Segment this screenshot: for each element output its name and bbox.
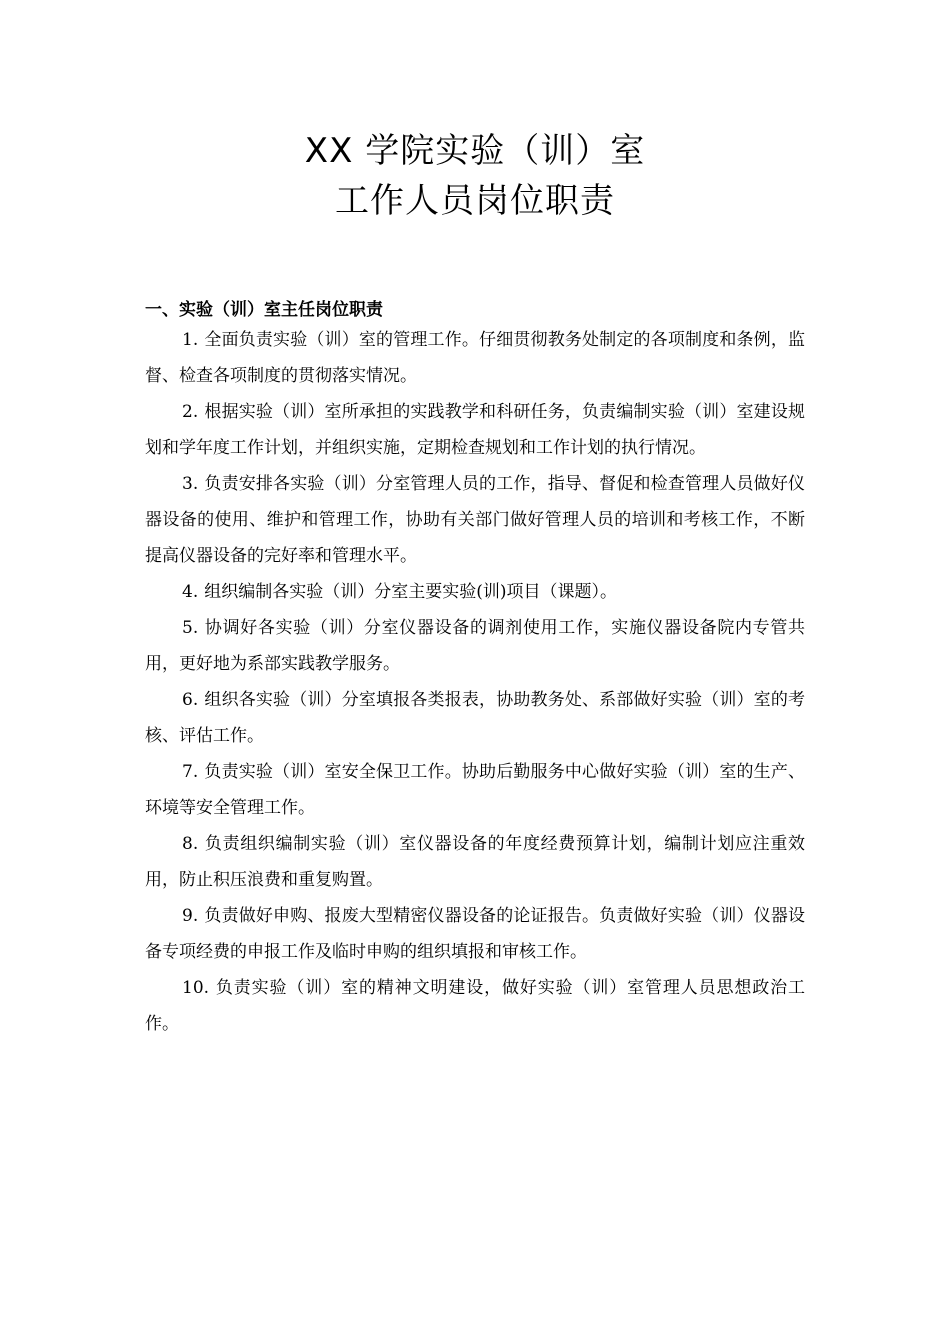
responsibility-item-2	[145, 394, 805, 466]
document-title-line-2: 工作人员岗位职责	[335, 181, 615, 221]
item-text: 组织各实验（训）分室填报各类报表，协助教务处、系部做好实验（训）室的考核、评估工作。	[145, 690, 805, 746]
item-text: 全面负责实验（训）室的管理工作。仔细贯彻教务处制定的各项制度和条例，监督、检查各项制度的贯彻落实情况。	[145, 330, 805, 386]
item-text: 负责实验（训）室的精神文明建设，做好实验（训）室管理人员思想政治工作。	[145, 978, 805, 1034]
item-number: 10.	[182, 978, 210, 998]
responsibility-item-7	[145, 754, 805, 826]
item-number: 4.	[182, 582, 199, 602]
item-text: 负责实验（训）室安全保卫工作。协助后勤服务中心做好实验（训）室的生产、环境等安全管理工作。	[145, 762, 805, 818]
item-number: 8.	[182, 834, 199, 854]
responsibility-item-4	[145, 574, 805, 610]
item-text: 根据实验（训）室所承担的实践教学和科研任务，负责编制实验（训）室建设规划和学年度工作计划，并组织实施，定期检查规划和工作计划的执行情况。	[145, 402, 805, 458]
responsibility-item-1	[145, 322, 805, 394]
item-text: 负责做好申购、报废大型精密仪器设备的论证报告。负责做好实验（训）仪器设备专项经费的申报工作及临时申购的组织填报和审核工作。	[145, 906, 805, 962]
item-text: 负责组织编制实验（训）室仪器设备的年度经费预算计划，编制计划应注重效用，防止积压浪费和重复购置。	[145, 834, 805, 890]
responsibility-item-10	[145, 970, 805, 1042]
responsibility-item-5	[145, 610, 805, 682]
item-text: 负责安排各实验（训）分室管理人员的工作，指导、督促和检查管理人员做好仪器设备的使用、维护和管理工作，协助有关部门做好管理人员的培训和考核工作，不断提高仪器设备的完好率和管理水平。	[145, 474, 805, 566]
item-number: 9.	[182, 906, 199, 926]
item-number: 3.	[182, 474, 199, 494]
responsibility-item-6	[145, 682, 805, 754]
item-number: 6.	[182, 690, 199, 710]
item-number: 2.	[182, 402, 199, 422]
responsibility-item-8	[145, 826, 805, 898]
responsibility-item-3	[145, 466, 805, 574]
item-number: 7.	[182, 762, 199, 782]
section-heading: 一、实验（训）室主任岗位职责	[145, 300, 383, 320]
item-number: 5.	[182, 618, 199, 638]
responsibility-list	[145, 322, 805, 1042]
item-text: 组织编制各实验（训）分室主要实验(训)项目（课题）。	[204, 582, 617, 602]
item-text: 协调好各实验（训）分室仪器设备的调剂使用工作，实施仪器设备院内专管共用，更好地为系部实践教学服务。	[145, 618, 805, 674]
item-number: 1.	[182, 330, 199, 350]
responsibility-item-9	[145, 898, 805, 970]
document-title-line-1: XX 学院实验（训）室	[304, 131, 646, 171]
